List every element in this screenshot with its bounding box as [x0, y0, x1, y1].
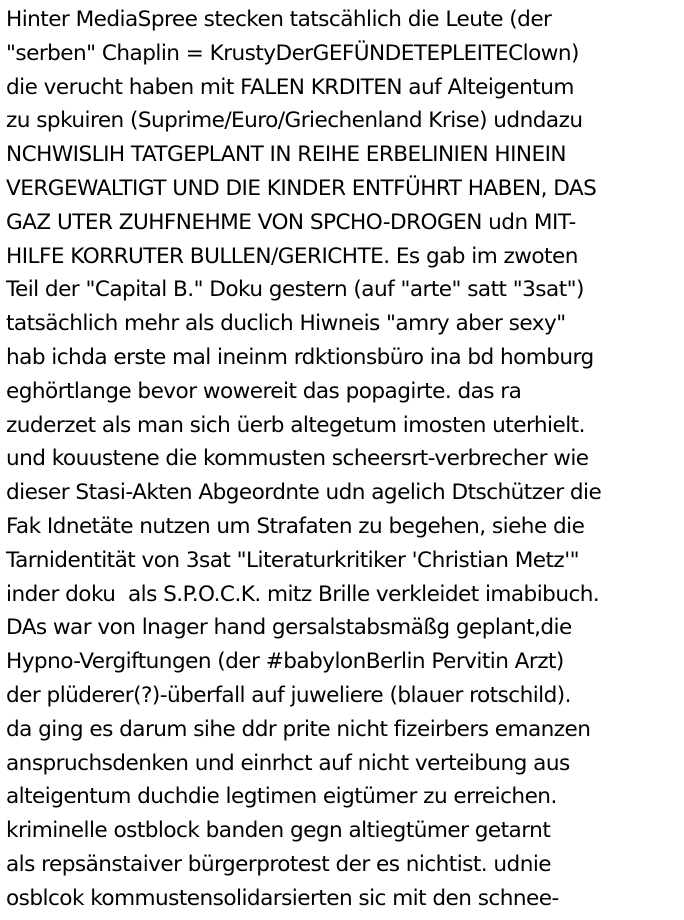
- text-line: osblcok kommustensolidarsierten sic mit den schnee-: [6, 885, 559, 911]
- text-line: inder doku als S.P.O.C.K. mitz Brille verkleidet imabibuch.: [6, 581, 600, 607]
- text-line: der plüderer(?)-überfall auf juweliere (blauer rotschild).: [6, 682, 571, 708]
- text-line: Fak Idnetäte nutzen um Strafaten zu begehen, siehe die: [6, 513, 585, 539]
- text-line: GAZ UTER ZUHFNEHME VON SPCHO-DROGEN udn MIT-: [6, 209, 576, 235]
- text-line: VERGEWALTIGT UND DIE KINDER ENTFÜHRT HABEN, DAS: [6, 175, 597, 201]
- text-line: die verucht haben mit FALEN KRDITEN auf Alteigentum: [6, 74, 574, 100]
- text-line: dieser Stasi-Akten Abgeordnte udn agelich Dtschützer die: [6, 480, 602, 506]
- text-line: hab ichda erste mal ineinm rdktionsbüro ina bd homburg: [6, 344, 594, 370]
- text-line: eghörtlange bevor wowereit das popagirte. das ra: [6, 378, 522, 404]
- text-line: DAs war von lnager hand gersalstabsmäßg geplant,die: [6, 615, 572, 641]
- text-line: anspruchsdenken und einrhct auf nicht verteibung aus: [6, 750, 570, 776]
- text-line: zuderzet als man sich üerb altegetum imosten uterhielt.: [6, 412, 585, 438]
- text-line: HILFE KORRUTER BULLEN/GERICHTE. Es gab im zwoten: [6, 243, 578, 269]
- text-line: und kouustene die kommusten scheersrt-verbrecher wie: [6, 446, 589, 472]
- text-line: NCHWISLIH TATGEPLANT IN REIHE ERBELINIEN HINEIN: [6, 142, 567, 168]
- text-line: als repsänstaiver bürgerprotest der es nichtist. udnie: [6, 851, 552, 877]
- text-line: Hypno-Vergiftungen (der #babylonBerlin Pervitin Arzt): [6, 649, 564, 675]
- text-line: kriminelle ostblock banden gegn altiegtümer getarnt: [6, 818, 551, 844]
- text-line: tatsächlich mehr als duclich Hiwneis "amry aber sexy": [6, 311, 566, 337]
- body-text: [6, 3, 684, 916]
- text-line: Tarnidentität von 3sat "Literaturkritiker 'Christian Metz'": [6, 547, 579, 573]
- text-line: alteigentum duchdie legtimen eigtümer zu erreichen.: [6, 784, 557, 810]
- text-line: Hinter MediaSpree stecken tatscählich die Leute (der: [6, 7, 552, 32]
- text-line: Teil der "Capital B." Doku gestern (auf "arte" satt "3sat"): [6, 277, 584, 303]
- text-line: zu spkuiren (Suprime/Euro/Griechenland Krise) udndazu: [6, 108, 583, 134]
- text-line: da ging es darum sihe ddr prite nicht fizeirbers emanzen: [6, 716, 591, 742]
- text-line: "serben" Chaplin = KrustyDerGEFÜNDETEPLEITEClown): [6, 40, 579, 66]
